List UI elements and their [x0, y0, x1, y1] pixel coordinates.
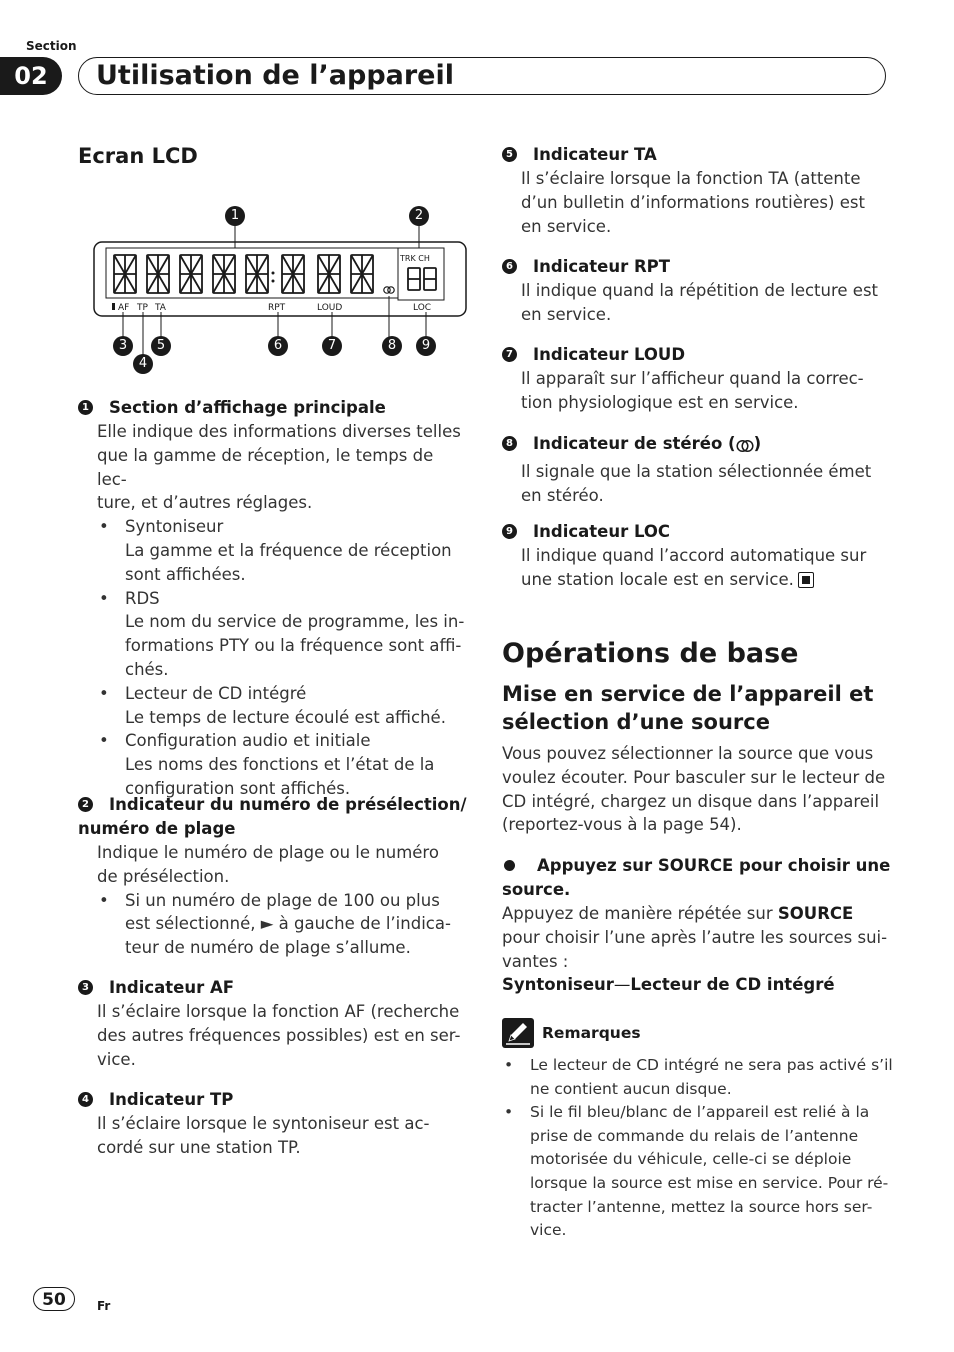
note-line: tracter l’antenne, mettez la source hors ser-: [530, 1197, 873, 1216]
item-2: [78, 793, 468, 960]
item-6-number: 6: [502, 259, 517, 274]
lcd-label-af: AF: [118, 303, 130, 313]
callout-8: 8: [382, 336, 402, 356]
item-9: [502, 520, 902, 592]
item-4-line: cordé sur une station TP.: [97, 1137, 301, 1157]
section-label: Section: [26, 39, 77, 53]
bullet-cd: • Lecteur de CD intégré Le temps de lecture écoulé est affiché.: [97, 682, 468, 730]
stereo-icon: [736, 436, 754, 460]
bullet-line: chés.: [125, 659, 169, 679]
source-sequence: [502, 973, 902, 997]
item-9-line: Il indique quand l’accord automatique sur: [521, 546, 867, 565]
step-title-cont: source.: [502, 880, 571, 899]
bullet-label: Configuration audio et initiale: [125, 731, 371, 751]
item-4-title: Indicateur TP: [109, 1090, 234, 1109]
lcd-label-ta: TA: [155, 303, 166, 313]
lcd-label-rpt: RPT: [268, 303, 286, 313]
item-5-title: Indicateur TA: [533, 145, 657, 164]
operations-heading: Opérations de base: [502, 638, 799, 669]
item-5-line: d’un bulletin d’informations routières) est: [521, 192, 865, 212]
item-1-title: Section d’affichage principale: [109, 398, 386, 417]
note-line: motorisée du véhicule, celle-ci se déploie: [530, 1150, 852, 1169]
note-line: lorsque la source est mise en service. Pour ré-: [530, 1173, 889, 1192]
lcd-label-trk-ch: TRK CH: [400, 254, 430, 263]
item-2-number: 2: [78, 797, 93, 812]
item-3-title: Indicateur AF: [109, 978, 235, 997]
note-item: • Le lecteur de CD intégré ne sera pas activé s’il ne contient aucun disque.: [502, 1054, 902, 1101]
item-8: [502, 432, 902, 508]
item-4-number: 4: [78, 1092, 93, 1107]
operations-step: [502, 854, 902, 997]
bullet-line: Si un numéro de plage de 100 ou plus: [125, 890, 440, 910]
note-line: ne contient aucun disque.: [530, 1079, 732, 1098]
item-6-line: Il indique quand la répétition de lecture est: [521, 281, 879, 300]
item-1-line: ture, et d’autres réglages.: [97, 493, 313, 513]
callout-6: 6: [268, 336, 288, 356]
item-2-title: Indicateur du numéro de présélection/: [109, 795, 467, 814]
item-2-line: de présélection.: [97, 866, 230, 886]
note-line: vice.: [530, 1221, 567, 1240]
operations-subheading: [502, 680, 902, 736]
bullet-tuner: • Syntoniseur La gamme et la fréquence de réception sont affichées.: [97, 515, 468, 586]
lcd-heading: Ecran LCD: [78, 144, 198, 168]
item-9-line: une station locale est en service.: [521, 569, 794, 589]
item-3-line: vice.: [97, 1049, 136, 1069]
callout-2: 2: [409, 206, 429, 226]
bullet-line: sont affichées.: [125, 564, 246, 584]
bullet-label: RDS: [125, 588, 160, 608]
bullet-line: formations PTY ou la fréquence sont affi-: [125, 636, 462, 656]
section-number: 02: [0, 57, 62, 95]
bullet-line: Les noms des fonctions et l’état de la: [125, 755, 435, 775]
sequence-sep: —: [613, 975, 631, 995]
page-number: 50: [33, 1287, 75, 1311]
item-3: [78, 976, 468, 1071]
item-7-line: tion physiologique est en service.: [521, 392, 799, 412]
bullet-label: Syntoniseur: [125, 517, 224, 537]
item-9-title: Indicateur LOC: [533, 522, 671, 541]
item-6-line: en service.: [521, 304, 612, 324]
note-item: • Si le fil bleu/blanc de l’appareil est relié à la prise de commande du relais de l’antenne motorisée du véhicule, celle-ci se déploie lorsque la source est mise en service. Pour ré- tracter l’antenne, mettez la source hors ser- vice.: [502, 1101, 902, 1243]
item-1: [78, 396, 468, 801]
page-title: Utilisation de l’appareil: [96, 60, 455, 91]
item-1-line: Elle indique des informations diverses telles: [97, 422, 461, 441]
lcd-diagram: [90, 200, 470, 380]
step-line: vantes :: [502, 951, 569, 971]
callout-5: 5: [151, 336, 171, 356]
callout-9: 9: [416, 336, 436, 356]
notes-header: [502, 1018, 641, 1048]
notes-title: Remarques: [542, 1024, 641, 1042]
item-7: [502, 343, 902, 415]
step-body-bold: SOURCE: [777, 904, 854, 923]
item-1-number: 1: [78, 400, 93, 415]
item-8-title-end: ): [753, 434, 762, 453]
operations-intro: [502, 742, 902, 837]
subheading-line: Mise en service de l’appareil et: [502, 682, 874, 706]
pencil-note-icon: [502, 1018, 534, 1048]
callout-3: 3: [113, 336, 133, 356]
bullet-line: configuration sont affichés.: [125, 778, 351, 798]
item-9-number: 9: [502, 524, 517, 539]
intro-line: voulez écouter. Pour basculer sur le lecteur de: [502, 767, 886, 787]
item-4: [78, 1088, 468, 1160]
step-line: pour choisir l’une après l’autre les sources sui-: [502, 927, 888, 947]
callout-7: 7: [322, 336, 342, 356]
item-5-line: Il s’éclaire lorsque la fonction TA (attente: [521, 169, 861, 188]
callout-4: 4: [133, 354, 153, 374]
item-8-line: en stéréo.: [521, 485, 604, 505]
item-5-line: en service.: [521, 216, 612, 236]
intro-line: CD intégré, chargez un disque dans l’appareil: [502, 791, 880, 811]
bullet-line: Le temps de lecture écoulé est affiché.: [125, 707, 446, 727]
item-3-number: 3: [78, 980, 93, 995]
intro-line: Vous pouvez sélectionner la source que vous: [502, 744, 874, 763]
item-2-line: Indique le numéro de plage ou le numéro: [97, 843, 439, 862]
item-3-line: des autres fréquences possibles) est en ser-: [97, 1025, 461, 1045]
language-code: Fr: [97, 1299, 111, 1313]
item-8-title: Indicateur de stéréo (: [533, 434, 736, 453]
bullet-label: Lecteur de CD intégré: [125, 683, 307, 703]
item-1-line: que la gamme de réception, le temps de lec-: [97, 445, 434, 489]
note-line: prise de commande du relais de l’antenne: [530, 1126, 859, 1145]
callout-1: 1: [225, 206, 245, 226]
bullet-rds: • RDS Le nom du service de programme, les in- formations PTY ou la fréquence sont affi- chés.: [97, 587, 468, 682]
lcd-label-loc: LOC: [413, 303, 432, 313]
sequence-a: Syntoniseur: [502, 975, 614, 995]
item-8-number: 8: [502, 436, 517, 451]
item-7-title: Indicateur LOUD: [533, 345, 686, 364]
item-8-line: Il signale que la station sélectionnée émet: [521, 462, 872, 481]
notes-list: [502, 1054, 902, 1243]
lcd-label-tp: TP: [137, 303, 148, 313]
bullet-track-100: • Si un numéro de plage de 100 ou plus est sélectionné, ► à gauche de l’indica- teur de numéro de plage s’allume.: [97, 889, 468, 960]
item-7-line: Il apparaît sur l’afficheur quand la correc-: [521, 369, 864, 388]
bullet-line: La gamme et la fréquence de réception: [125, 540, 452, 560]
bullet-line: Le nom du service de programme, les in-: [125, 612, 465, 632]
intro-line: (reportez-vous à la page 54).: [502, 815, 742, 835]
item-2-title-cont: numéro de plage: [78, 819, 236, 838]
bullet-line: teur de numéro de plage s’allume.: [125, 938, 411, 958]
step-body: Appuyez de manière répétée sur: [502, 904, 778, 923]
item-6: [502, 255, 902, 327]
item-5: [502, 143, 902, 238]
item-6-title: Indicateur RPT: [533, 257, 671, 276]
sequence-b: Lecteur de CD intégré: [630, 975, 835, 995]
item-4-line: Il s’éclaire lorsque le syntoniseur est ac-: [97, 1114, 430, 1133]
bullet-line: est sélectionné, ► à gauche de l’indica-: [125, 914, 451, 934]
subheading-line: sélection d’une source: [502, 710, 770, 734]
note-line: Le lecteur de CD intégré ne sera pas activé s’il: [530, 1056, 893, 1074]
end-mark-icon: [798, 572, 814, 588]
item-7-number: 7: [502, 347, 517, 362]
bullet-config: • Configuration audio et initiale Les noms des fonctions et l’état de la configuration sont affichés.: [97, 729, 468, 800]
item-3-line: Il s’éclaire lorsque la fonction AF (recherche: [97, 1002, 460, 1021]
item-5-number: 5: [502, 147, 517, 162]
lcd-label-loud: LOUD: [317, 303, 343, 313]
note-line: Si le fil bleu/blanc de l’appareil est relié à la: [530, 1103, 870, 1122]
step-bullet-icon: [504, 860, 515, 871]
step-title: Appuyez sur SOURCE pour choisir une: [537, 856, 891, 875]
